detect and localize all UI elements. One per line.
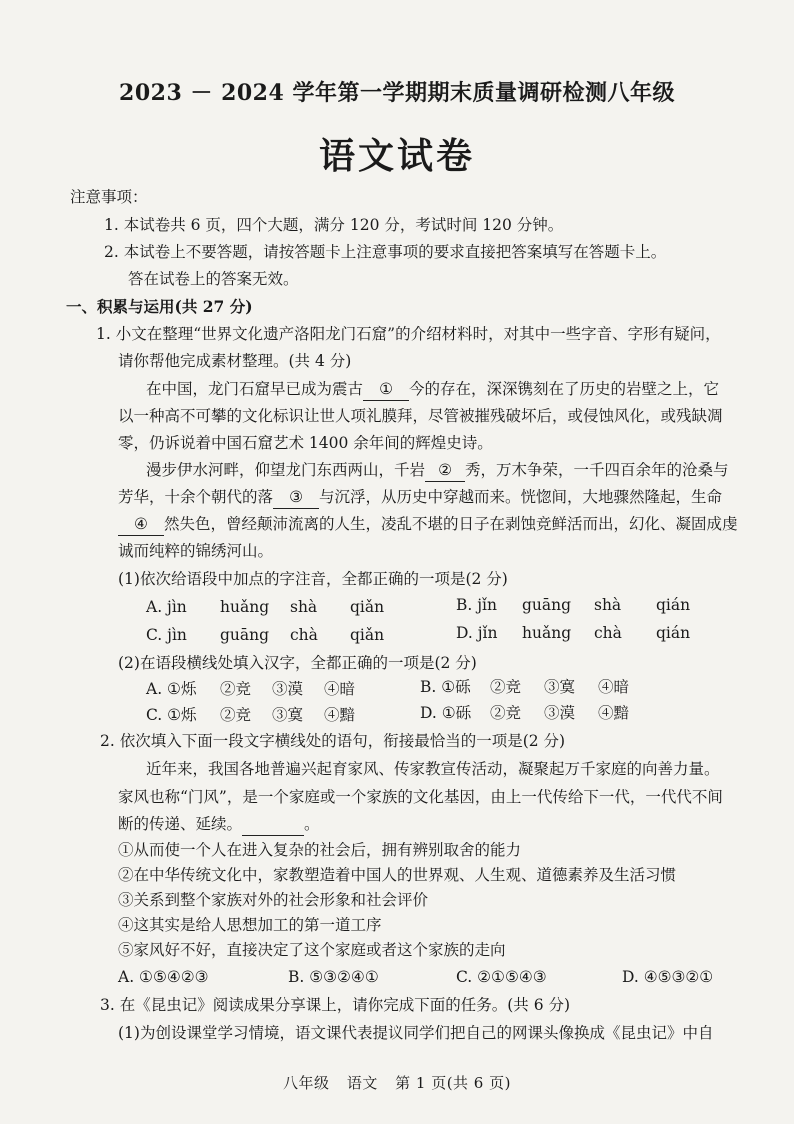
option-word: huǎng (220, 598, 270, 616)
option-label: D. jǐn (456, 624, 498, 642)
exam-subject-title: 语文试卷 (318, 135, 475, 177)
option-word: guāng (220, 626, 270, 644)
q2-item-2: ②在中华传统文化中，家教塑造着中国人的世界观、人生观、道德素养及生活习惯 (118, 866, 677, 884)
footer-grade: 八年级 (283, 1074, 330, 1092)
q2-answer-blank (242, 813, 304, 836)
option-word: ④暗 (324, 680, 356, 698)
q2-item-5: ⑤家风好不好，直接决定了这个家庭或者这个家族的走向 (118, 941, 506, 959)
option-word: ③寞 (272, 706, 304, 724)
q1-passage-line-1 (146, 378, 719, 401)
option-label: B. jǐn (456, 596, 497, 614)
q1-blank-1: ① (363, 378, 409, 401)
section-1-heading: 一、积累与运用(共 27 分) (66, 297, 253, 316)
option-word: qián (656, 596, 691, 614)
q1-passage-text: 芳华，十余个朝代的落 (118, 488, 274, 506)
option-word: qiǎn (350, 626, 385, 644)
q2-passage-text: 断的传递、延续。 (118, 815, 243, 833)
q1-sub1-prompt: (1)依次给语段中加点的字注音，全都正确的一项是(2 分) (118, 570, 508, 588)
option-word: ③寞 (544, 678, 576, 696)
q2-passage-line-2: 家风也称“门风”，是一个家庭或一个家族的文化基因，由上一代传给下一代，一代代不间 (118, 788, 723, 806)
q1-sub2-prompt: (2)在语段横线处填入汉字，全都正确的一项是(2 分) (118, 654, 477, 672)
option-word: shà (290, 598, 318, 616)
option-word: guāng (522, 596, 572, 614)
option-word: ④黯 (324, 706, 356, 724)
q2-passage-text: 。 (304, 815, 320, 833)
q1-passage-text: 与沉浮，从历史中穿越而来。恍惚间，大地骤然隆起，生命 (319, 488, 723, 506)
q3-sub1-prompt: (1)为创设课堂学习情境，语文课代表提议同学们把自己的网课头像换成《昆虫记》中自 (118, 1024, 714, 1042)
q3-intro: 3. 在《昆虫记》阅读成果分享课上，请你完成下面的任务。(共 6 分) (100, 996, 571, 1014)
notice-item-2: 2. 本试卷上不要答题，请按答题卡上注意事项的要求直接把答案填写在答题卡上。 (104, 243, 667, 261)
q2-option-a: A. ①⑤④②③ (118, 968, 209, 986)
q1-passage-text: 今的存在，深深镌刻在了历史的岩壁之上，它 (409, 380, 720, 398)
q1-passage-line-5 (118, 486, 722, 509)
q2-option-b: B. ⑤③②④① (288, 968, 379, 986)
option-word: ③漠 (272, 680, 304, 698)
option-label: B. ①砾 (420, 678, 471, 696)
exam-header-title: 2023 － 2024 学年第一学期期末质量调研检测八年级 (119, 80, 675, 106)
q1-passage-line-2: 以一种高不可攀的文化标识让世人项礼膜拜，尽管被摧残破坏后，或侵蚀风化，或残缺凋 (118, 407, 723, 425)
q2-item-4: ④这其实是给人思想加工的第一道工序 (118, 916, 382, 934)
q1-intro-line-1: 1. 小文在整理“世界文化遗产洛阳龙门石窟”的介绍材料时，对其中一些字音、字形有疑问， (96, 325, 721, 343)
q1-passage-line-4 (146, 459, 729, 482)
q2-intro: 2. 依次填入下面一段文字横线处的语句，衔接最恰当的一项是(2 分) (100, 732, 566, 750)
q1-passage-text: 然失色，曾经颠沛流离的人生，凌乱不堪的日子在剥蚀竞鲜活而出，幻化、凝固成虔 (164, 515, 738, 533)
option-word: ④暗 (598, 678, 630, 696)
q2-option-d: D. ④⑤③②① (622, 968, 714, 986)
q1-passage-text: 在中国，龙门石窟早已成为震古 (146, 380, 364, 398)
q1-passage-line-3: 零，仍诉说着中国石窟艺术 1400 余年间的辉煌史诗。 (118, 434, 493, 452)
option-word: ④黯 (598, 704, 630, 722)
page-footer (0, 1072, 794, 1093)
option-word: shà (594, 596, 622, 614)
option-label: A. ①烁 (146, 680, 197, 698)
q2-item-1: ①从而使一个人在进入复杂的社会后，拥有辨别取舍的能力 (118, 841, 522, 859)
q2-option-c: C. ②①⑤④③ (456, 968, 547, 986)
notice-item-1: 1. 本试卷共 6 页，四个大题，满分 120 分，考试时间 120 分钟。 (104, 216, 564, 234)
q1-intro-line-2: 请你帮他完成素材整理。(共 4 分) (118, 352, 352, 370)
notice-heading: 注意事项： (70, 188, 148, 206)
option-label: A. jìn (146, 598, 187, 616)
footer-subject: 语文 (346, 1074, 378, 1092)
q2-item-3: ③关系到整个家族对外的社会形象和社会评价 (118, 891, 429, 909)
q1-blank-3: ③ (273, 486, 319, 509)
q1-blank-4: ④ (118, 513, 164, 536)
option-word: qián (656, 624, 691, 642)
q1-passage-text: 秀，万木争荣，一千四百余年的沧桑与 (465, 461, 729, 479)
option-word: chà (290, 626, 318, 644)
q1-blank-2: ② (425, 459, 465, 482)
option-word: ②竞 (490, 704, 522, 722)
footer-page-number: 第 1 页(共 6 页) (395, 1074, 511, 1092)
option-label: D. ①砾 (420, 704, 472, 722)
q2-passage-line-1: 近年来，我国各地普遍兴起育家风、传家教宣传活动，凝聚起万千家庭的向善力量。 (146, 760, 720, 778)
option-word: ②竞 (220, 706, 252, 724)
q1-passage-text: 漫步伊水河畔，仰望龙门东西两山，千岩 (146, 461, 426, 479)
option-label: C. ①烁 (146, 706, 197, 724)
q1-passage-line-7: 诚而纯粹的锦绣河山。 (118, 542, 274, 560)
notice-item-3: 答在试卷上的答案无效。 (128, 270, 299, 288)
option-word: chà (594, 624, 622, 642)
option-word: qiǎn (350, 598, 385, 616)
option-word: ②竞 (490, 678, 522, 696)
q1-passage-line-6 (118, 513, 738, 536)
q2-passage-line-3 (118, 813, 320, 836)
option-word: ③漠 (544, 704, 576, 722)
option-label: C. jìn (146, 626, 187, 644)
option-word: ②竞 (220, 680, 252, 698)
option-word: huǎng (522, 624, 572, 642)
